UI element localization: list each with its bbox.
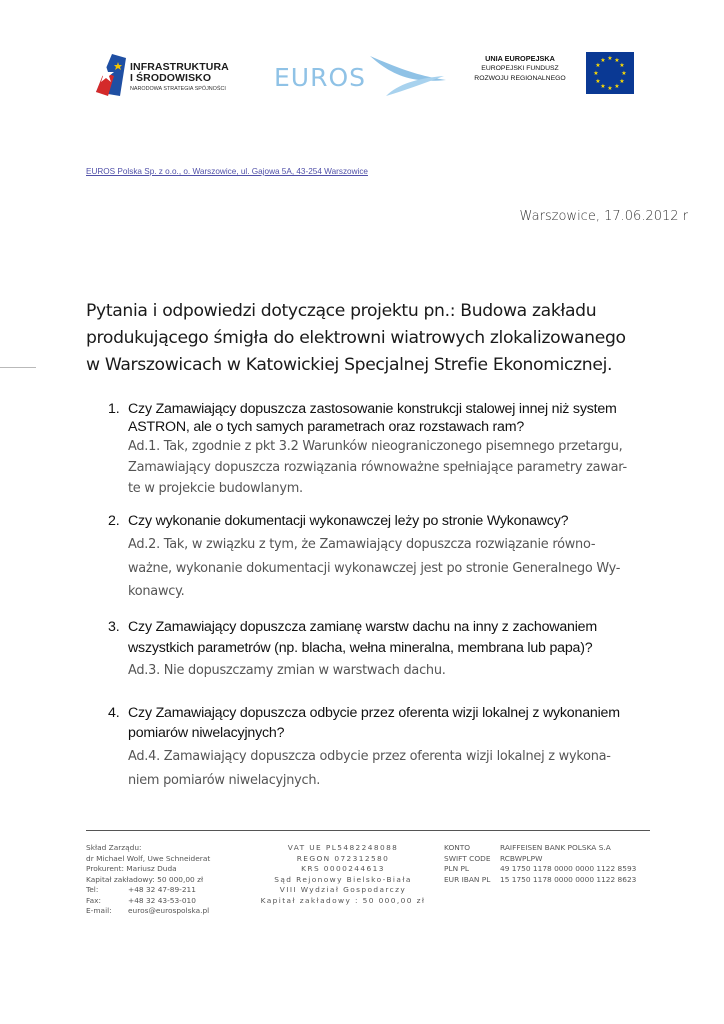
svg-text:★: ★ — [607, 55, 613, 62]
document-title — [86, 298, 666, 379]
svg-text:★: ★ — [600, 57, 606, 64]
proxy: Prokurent: Mariusz Duda — [86, 864, 177, 873]
answer-line: Zamawiający dopuszcza rozwiązania równoważne spełniające parametry zawar- — [128, 460, 627, 475]
answer-line: konawcy. — [128, 584, 185, 599]
eur-account: 15 1750 1178 0000 0000 1122 8623 — [500, 874, 637, 884]
footer-registration-info — [252, 843, 434, 906]
phone-row — [86, 885, 256, 896]
answer — [108, 436, 648, 499]
pln-label: PLN PL — [444, 864, 470, 873]
email-row — [86, 906, 256, 917]
logo-line-1: INFRASTRUKTURA — [130, 61, 229, 73]
answer-line: Ad.2. Tak, w związku z tym, że Zamawiający dopuszcza rozwiązanie równo- — [128, 537, 596, 552]
eu-logo — [458, 52, 634, 94]
eu-flag-icon — [586, 52, 634, 94]
svg-text:★: ★ — [614, 57, 620, 64]
question-number: 4. — [108, 705, 120, 721]
swift-row — [444, 854, 659, 865]
svg-text:★: ★ — [593, 70, 599, 77]
svg-text:★: ★ — [595, 78, 601, 85]
euros-logo — [272, 52, 452, 102]
account-row — [444, 843, 659, 854]
phone-value: +48 32 47-89-211 — [128, 885, 196, 894]
krs-number: KRS 0000244613 — [301, 864, 385, 873]
question — [108, 617, 648, 659]
footer-bank-info — [444, 843, 659, 885]
svg-text:★: ★ — [607, 85, 613, 92]
question-line: pomiarów niwelacyjnych? — [128, 725, 285, 741]
title-line-2: produkującego śmigła do elektrowni wiatrowych zlokalizowanego — [86, 328, 626, 348]
account-label: KONTO — [444, 843, 471, 852]
email-link[interactable]: euros@eurospolska.pl — [128, 906, 210, 915]
answer-line: Ad.1. Tak, zgodnie z pkt 3.2 Warunków nieograniczonego pisemnego przetargu, — [128, 439, 623, 454]
regon-number: REGON 072312580 — [296, 853, 390, 863]
svg-text:★: ★ — [600, 83, 606, 90]
eu-logo-line-2: EUROPEJSKI FUNDUSZ — [481, 65, 559, 72]
board-members: dr Michael Wolf, Uwe Schneiderat — [86, 853, 211, 863]
logo-line-2: I ŚRODOWISKO — [130, 72, 212, 84]
answer — [108, 660, 648, 681]
svg-text:★: ★ — [619, 78, 625, 85]
question-item — [108, 703, 648, 793]
eur-account-row — [444, 875, 659, 886]
infrastruktura-logo — [94, 52, 244, 98]
swift-label: SWIFT CODE — [444, 853, 491, 863]
question-line: Czy Zamawiający dopuszcza zastosowanie konstrukcji stalowej innej niż system — [128, 401, 617, 417]
question-line: Czy wykonanie dokumentacji wykonawczej leży po stronie Wykonawcy? — [128, 513, 569, 529]
swift-code: RCBWPLPW — [500, 853, 543, 863]
fax-label: Fax: — [86, 895, 101, 905]
fold-mark — [0, 367, 36, 368]
svg-text:★: ★ — [621, 70, 627, 77]
title-line-3: w Warszowicach w Katowickiej Specjalnej Strefie Ekonomicznej. — [86, 355, 613, 375]
answer-line: Ad.3. Nie dopuszczamy zmian w warstwach dachu. — [128, 663, 446, 678]
question-number: 2. — [108, 513, 120, 529]
footer-company-info — [86, 843, 256, 917]
question-number: 3. — [108, 619, 120, 635]
answer-line: niem pomiarów niwelacyjnych. — [128, 773, 321, 788]
wing-swoosh-icon — [368, 54, 448, 100]
eu-stars-icon — [586, 52, 634, 94]
question — [108, 703, 648, 743]
bank-name: RAIFFEISEN BANK POLSKA S.A — [500, 843, 611, 852]
question — [108, 511, 648, 531]
fax-value: +48 32 43-53-010 — [128, 895, 196, 905]
logo-line-3: NARODOWA STRATEGIA SPÓJNOŚCI — [130, 86, 226, 92]
pln-account-row — [444, 864, 659, 875]
question-line: ASTRON, ale o tych samych parametrach oraz rozstawach ram? — [128, 418, 525, 435]
answer — [108, 745, 648, 793]
phone-label: Tel: — [86, 885, 99, 894]
question-item — [108, 511, 648, 604]
footer-divider — [86, 830, 650, 831]
question-line: Czy Zamawiający dopuszcza zamianę warstw dachu na inny z zachowaniem — [128, 619, 597, 635]
vat-number: VAT UE PL5482248088 — [287, 843, 399, 852]
svg-text:★: ★ — [619, 62, 625, 69]
share-capital: Kapitał zakładowy: 50 000,00 zł — [86, 874, 204, 884]
answer-line: Ad.4. Zamawiający dopuszcza odbycie przez oferenta wizji lokalnej z wykona- — [128, 749, 611, 764]
eu-logo-line-1: UNIA EUROPEJSKA — [485, 54, 555, 63]
answer-line: ważne, wykonanie dokumentacji wykonawczej jest po stronie Generalnego Wy- — [128, 560, 621, 576]
pln-account: 49 1750 1178 0000 0000 1122 8593 — [500, 864, 637, 873]
fax-row — [86, 896, 256, 907]
answer — [108, 533, 648, 604]
question-item — [108, 617, 648, 681]
court-division: VIII Wydział Gospodarczy — [279, 885, 407, 894]
board-label: Skład Zarządu: — [86, 843, 142, 852]
answer-line: te w projekcie budowlanym. — [128, 481, 303, 496]
eu-logo-text — [458, 54, 582, 83]
question — [108, 401, 648, 436]
email-label: E-mail: — [86, 906, 112, 915]
title-line-1: Pytania i odpowiedzi dotyczące projektu pn.: Budowa zakładu — [86, 301, 597, 321]
question-number: 1. — [108, 401, 120, 417]
sender-address-link[interactable]: EUROS Polska Sp. z o.o., o. Warszowice, ul. Gajowa 5A, 43-254 Warszowice — [86, 167, 368, 176]
question-item — [108, 401, 648, 499]
registered-capital: Kapitał zakładowy : 50 000,00 zł — [260, 895, 426, 905]
eur-label: EUR IBAN PL — [444, 874, 491, 884]
question-line: wszystkich parametrów (np. blacha, wełna mineralna, membrana lub papa)? — [128, 640, 593, 656]
document-date: Warszowice, 17.06.2012 r — [519, 209, 688, 224]
eu-logo-line-3: ROZWOJU REGIONALNEGO — [474, 74, 566, 82]
euros-wordmark: EUROS — [274, 63, 367, 92]
svg-text:★: ★ — [595, 62, 601, 69]
star-flag-icon — [94, 52, 128, 98]
court-name: Sąd Rejonowy Bielsko-Biała — [274, 874, 412, 884]
svg-text:★: ★ — [614, 83, 620, 90]
question-line: Czy Zamawiający dopuszcza odbycie przez oferenta wizji lokalnej z wykonaniem — [128, 705, 620, 721]
